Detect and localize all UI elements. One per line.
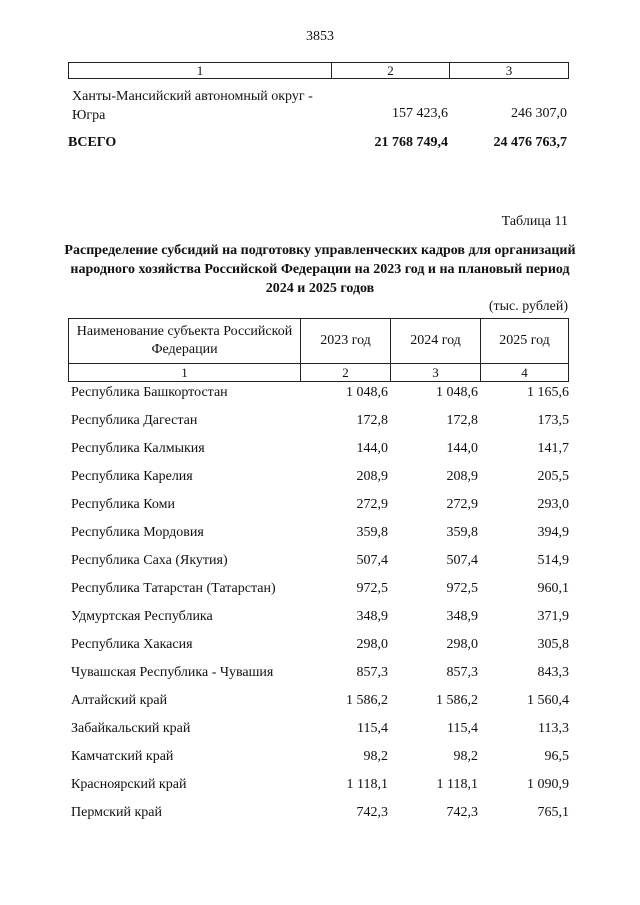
- value-2025: 765,1: [537, 805, 569, 820]
- value-2024: 1 048,6: [436, 385, 478, 400]
- value-2023: 359,8: [356, 525, 388, 540]
- value-2024: 972,5: [446, 581, 478, 596]
- value-2023: 1 118,1: [346, 777, 388, 792]
- value-2024: 208,9: [446, 469, 478, 484]
- value-2024: 272,9: [446, 497, 478, 512]
- total-label: ВСЕГО: [68, 135, 117, 150]
- main-table-header: [68, 318, 569, 382]
- table-row: [68, 664, 569, 692]
- value-2024: 857,3: [446, 665, 478, 680]
- subject-name: Республика Татарстан (Татарстан): [71, 581, 276, 596]
- value-2023: 115,4: [357, 721, 388, 736]
- row-value-2024: 246 307,0: [511, 106, 567, 121]
- subject-name: Республика Карелия: [71, 469, 193, 484]
- value-2023: 98,2: [363, 749, 388, 764]
- table-row: [68, 384, 569, 412]
- value-2023: 272,9: [356, 497, 388, 512]
- subject-name: Алтайский край: [71, 693, 168, 708]
- subject-name: Республика Башкортостан: [71, 385, 228, 400]
- value-2024: 144,0: [446, 441, 478, 456]
- value-2025: 141,7: [537, 441, 569, 456]
- total-value-1: 21 768 749,4: [374, 135, 448, 150]
- table-row: [68, 580, 569, 608]
- subject-name: Республика Калмыкия: [71, 441, 205, 456]
- top-table-column-numbers: [68, 62, 569, 79]
- value-2025: 293,0: [537, 497, 569, 512]
- value-2025: 113,3: [538, 721, 569, 736]
- table-row: [68, 468, 569, 496]
- value-2023: 857,3: [356, 665, 388, 680]
- table-row: [68, 748, 569, 776]
- value-2023: 348,9: [356, 609, 388, 624]
- subject-name: Красноярский край: [71, 777, 187, 792]
- header-2024: 2024 год: [391, 319, 481, 363]
- value-2023: 172,8: [356, 413, 388, 428]
- value-2023: 1 586,2: [346, 693, 388, 708]
- subject-name: Чувашская Республика - Чувашия: [71, 665, 274, 680]
- header-2023: 2023 год: [301, 319, 391, 363]
- total-value-2: 24 476 763,7: [493, 135, 567, 150]
- value-2024: 172,8: [446, 413, 478, 428]
- value-2024: 348,9: [446, 609, 478, 624]
- value-2023: 1 048,6: [346, 385, 388, 400]
- table-row: [68, 692, 569, 720]
- units-label: (тыс. рублей): [488, 299, 568, 314]
- subject-name: Республика Мордовия: [71, 525, 204, 540]
- table-row: [68, 804, 569, 832]
- value-2023: 208,9: [356, 469, 388, 484]
- main-col-number-4: 4: [521, 365, 528, 380]
- col-number-2: 2: [332, 63, 450, 78]
- value-2024: 1 118,1: [436, 777, 478, 792]
- value-2024: 507,4: [446, 553, 478, 568]
- value-2025: 305,8: [537, 637, 569, 652]
- table-label: Таблица 11: [501, 214, 568, 229]
- col-number-3: 3: [505, 63, 513, 78]
- value-2025: 1 560,4: [527, 693, 569, 708]
- value-2023: 298,0: [356, 637, 388, 652]
- value-2025: 1 090,9: [527, 777, 569, 792]
- value-2025: 960,1: [537, 581, 569, 596]
- main-col-number-3: 3: [391, 364, 481, 381]
- table-row: [68, 496, 569, 524]
- main-col-number-1: 1: [69, 364, 301, 381]
- subject-name: Республика Дагестан: [71, 413, 198, 428]
- subject-name: Забайкальский край: [71, 721, 191, 736]
- value-2023: 972,5: [356, 581, 388, 596]
- table-row: [68, 608, 569, 636]
- value-2025: 514,9: [537, 553, 569, 568]
- page-number: 3853: [306, 29, 334, 44]
- table-row: [68, 412, 569, 440]
- value-2025: 173,5: [537, 413, 569, 428]
- table-row: [68, 524, 569, 552]
- header-2025: 2025 год: [499, 333, 550, 348]
- subject-name: Камчатский край: [71, 749, 174, 764]
- value-2025: 394,9: [537, 525, 569, 540]
- value-2024: 742,3: [446, 805, 478, 820]
- table-row: [68, 776, 569, 804]
- value-2025: 205,5: [537, 469, 569, 484]
- value-2025: 843,3: [537, 665, 569, 680]
- col-number-1: 1: [69, 63, 332, 78]
- table-row: [68, 440, 569, 468]
- value-2023: 144,0: [356, 441, 388, 456]
- main-col-number-2: 2: [301, 364, 391, 381]
- table-row: [68, 636, 569, 664]
- subject-name: Республика Хакасия: [71, 637, 193, 652]
- table-row: [68, 552, 569, 580]
- value-2025: 96,5: [544, 749, 569, 764]
- value-2024: 98,2: [453, 749, 478, 764]
- value-2024: 1 586,2: [436, 693, 478, 708]
- row-value-2023: 157 423,6: [392, 106, 448, 121]
- subject-name: Республика Саха (Якутия): [71, 553, 228, 568]
- subject-name: Республика Коми: [71, 497, 175, 512]
- header-subject-name: Наименование субъекта Российской Федерации: [69, 319, 301, 363]
- value-2025: 371,9: [537, 609, 569, 624]
- row-name-khanty-mansi: Ханты-Мансийский автономный округ - Югра: [72, 89, 313, 123]
- value-2023: 742,3: [356, 805, 388, 820]
- value-2025: 1 165,6: [527, 385, 569, 400]
- value-2024: 298,0: [446, 637, 478, 652]
- table-title: Распределение субсидий на подготовку управленческих кадров для организаций народного хозяйства Российской Федерации на 2023 год и на плановый период 2024 и 2025 годов: [64, 243, 576, 296]
- table-row: [68, 720, 569, 748]
- value-2024: 359,8: [446, 525, 478, 540]
- main-table-body: [68, 384, 569, 832]
- subject-name: Пермский край: [71, 805, 162, 820]
- value-2024: 115,4: [447, 721, 478, 736]
- subject-name: Удмуртская Республика: [71, 609, 213, 624]
- value-2023: 507,4: [356, 553, 388, 568]
